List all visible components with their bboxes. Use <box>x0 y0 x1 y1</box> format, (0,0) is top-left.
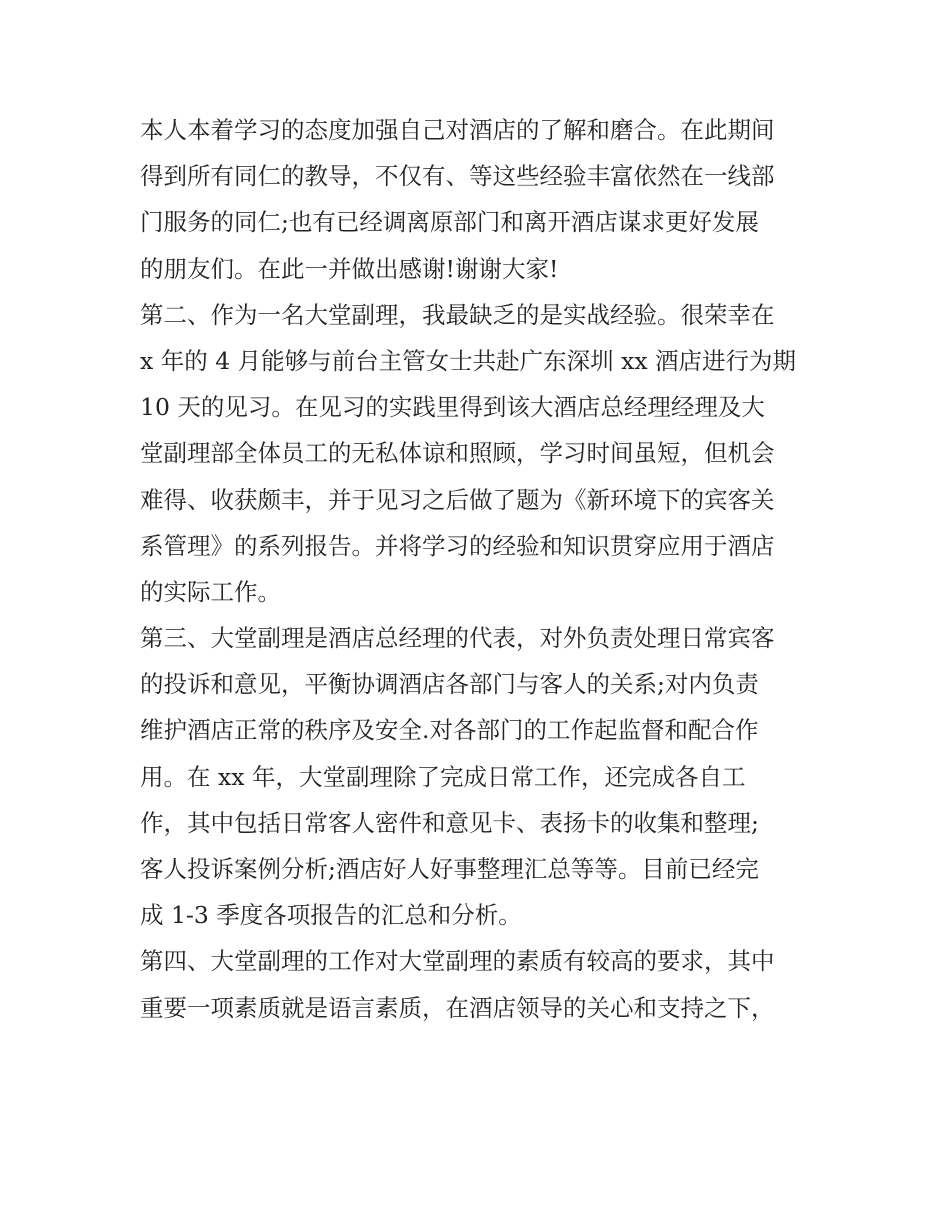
text-line: 作，其中包括日常客人密件和意见卡、表扬卡的收集和整理; <box>140 808 759 837</box>
text-line: 系管理》的系列报告。并将学习的经验和知识贯穿应用于酒店 <box>140 531 775 560</box>
text-line: 的实际工作。 <box>140 577 281 606</box>
text-line: 第三、大堂副理是酒店总经理的代表，对外负责处理日常宾客 <box>140 624 775 653</box>
text-line: 第四、大堂副理的工作对大堂副理的素质有较高的要求，其中 <box>140 947 775 976</box>
text-line: 10 天的见习。在见习的实践里得到该大酒店总经理经理及大 <box>140 393 765 422</box>
text-line: 客人投诉案例分析;酒店好人好事整理汇总等等。目前已经完 <box>140 855 759 883</box>
text-line: 的朋友们。在此一并做出感谢!谢谢大家! <box>140 254 559 283</box>
text-line: 得到所有同仁的教导，不仅有、等这些经验丰富依然在一线部 <box>140 162 775 191</box>
text-line: 堂副理部全体员工的无私体谅和照顾，学习时间虽短，但机会 <box>140 439 775 468</box>
body-text <box>140 107 830 1031</box>
text-line: 重要一项素质就是语言素质，在酒店领导的关心和支持之下， <box>140 993 775 1022</box>
text-line: 门服务的同仁;也有已经调离原部门和离开酒店谋求更好发展 <box>140 208 759 237</box>
text-line: 本人本着学习的态度加强自己对酒店的了解和磨合。在此期间 <box>140 116 775 144</box>
text-line: 维护酒店正常的秩序及安全.对各部门的工作起监督和配合作 <box>140 716 759 745</box>
text-line: x 年的 4 月能够与前台主管女士共赴广东深圳 xx 酒店进行为期 <box>140 346 797 375</box>
text-line: 的投诉和意见，平衡协调酒店各部门与客人的关系;对内负责 <box>140 670 759 699</box>
text-line: 第二、作为一名大堂副理，我最缺乏的是实战经验。很荣幸在 <box>140 300 775 329</box>
text-line: 难得、收获颇丰，并于见习之后做了题为《新环境下的宾客关 <box>140 485 775 514</box>
text-line: 用。在 xx 年，大堂副理除了完成日常工作，还完成各自工 <box>140 762 746 791</box>
text-line: 成 1-3 季度各项报告的汇总和分析。 <box>140 901 522 930</box>
